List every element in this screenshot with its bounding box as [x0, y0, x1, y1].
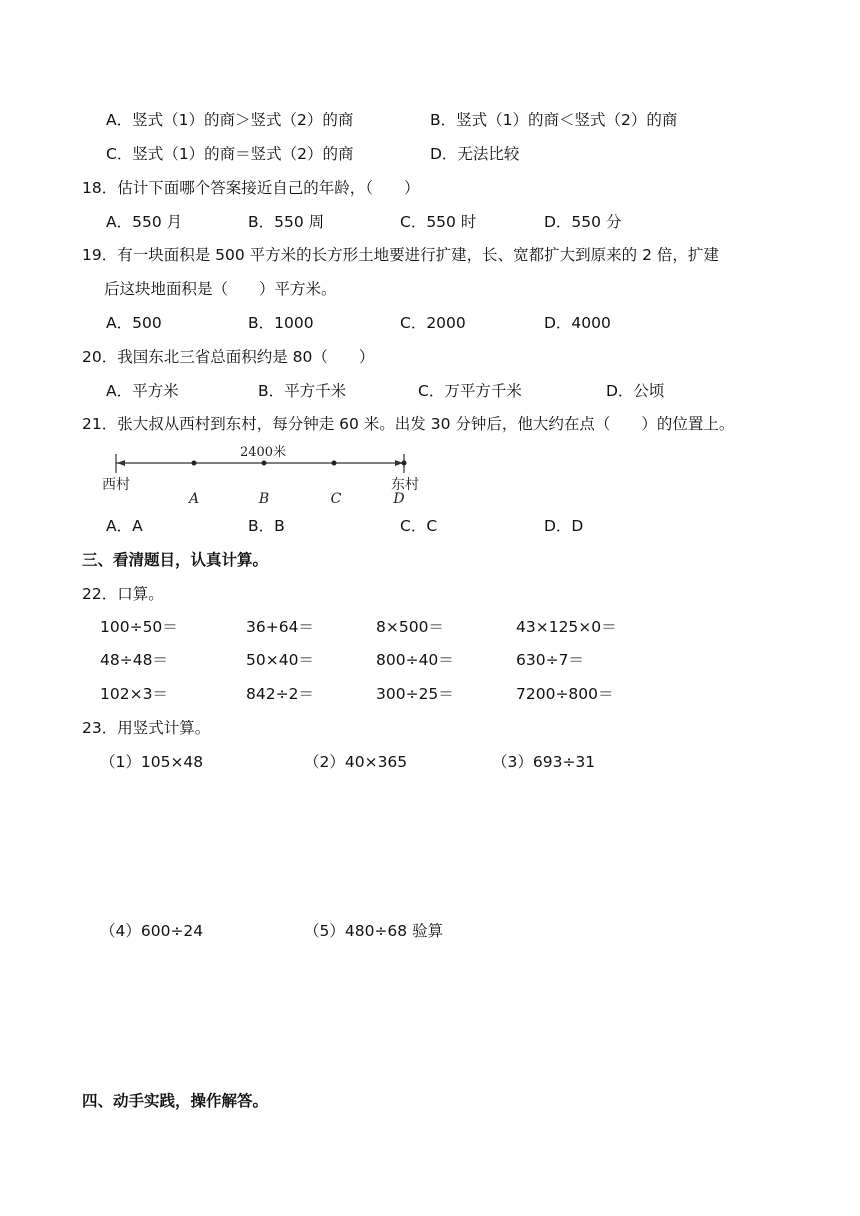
q17-option-b: B．竖式（1）的商＜竖式（2）的商 — [430, 111, 678, 129]
q20-stem: 20．我国东北三省总面积约是 80（ ） — [82, 348, 375, 366]
section4-title: 四、动手实践，操作解答。 — [82, 1092, 269, 1110]
q19-stem-line2: 后这块地面积是（ ）平方米。 — [104, 280, 337, 298]
q21-option-d: D．D — [544, 517, 584, 535]
q22-item: 300÷25＝ — [376, 685, 454, 703]
q21-stem: 21．张大叔从西村到东村，每分钟走 60 米。出发 30 分钟后，他大约在点（ ）的位置上。 — [82, 415, 735, 433]
q17-option-d: D．无法比较 — [430, 145, 520, 163]
q22-item: 842÷2＝ — [246, 685, 314, 703]
q22-item: 8×500＝ — [376, 618, 444, 636]
q22-item: 630÷7＝ — [516, 651, 584, 669]
q18-option-c: C．550 时 — [400, 213, 477, 231]
q19-option-d: D．4000 — [544, 314, 611, 332]
q18-option-d: D．550 分 — [544, 213, 622, 231]
q20-option-c: C．万平方千米 — [418, 382, 522, 400]
q23-item-4: （4）600÷24 — [100, 922, 204, 940]
q18-option-b: B．550 周 — [248, 213, 325, 231]
q21-option-a: A．A — [106, 517, 143, 535]
q22-item: 100÷50＝ — [100, 618, 178, 636]
diagram-point-b-dot — [262, 461, 267, 466]
diagram-west-village-label: 西村 — [102, 477, 130, 493]
q22-item: 48÷48＝ — [100, 651, 168, 669]
q22-item: 7200÷800＝ — [516, 685, 614, 703]
q18-stem: 18．估计下面哪个答案接近自己的年龄，（ ） — [82, 179, 420, 197]
q19-option-c: C．2000 — [400, 314, 466, 332]
diagram-point-a-dot — [192, 461, 197, 466]
diagram-point-d-label: D — [393, 491, 405, 507]
diagram-point-b-label: B — [258, 491, 270, 507]
q22-item: 102×3＝ — [100, 685, 168, 703]
q20-option-b: B．平方千米 — [258, 382, 347, 400]
q22-item: 36+64＝ — [246, 618, 314, 636]
q21-option-c: C．C — [400, 517, 438, 535]
diagram-distance-label: 2400米 — [239, 445, 287, 460]
section3-title: 三、看清题目，认真计算。 — [82, 551, 269, 569]
q22-item: 50×40＝ — [246, 651, 314, 669]
diagram-east-village-label: 东村 — [391, 477, 419, 493]
q17-option-c: C．竖式（1）的商＝竖式（2）的商 — [106, 145, 354, 163]
q23-item-2: （2）40×365 — [304, 753, 408, 771]
q22-stem: 22．口算。 — [82, 585, 164, 603]
q23-item-1: （1）105×48 — [100, 753, 204, 771]
q21-distance-diagram — [98, 440, 438, 510]
q18-option-a: A．550 月 — [106, 213, 183, 231]
q23-item-3: （3）693÷31 — [492, 753, 596, 771]
q19-option-a: A．500 — [106, 314, 162, 332]
q22-item: 43×125×0＝ — [516, 618, 617, 636]
q23-item-5: （5）480÷68 验算 — [304, 922, 444, 940]
diagram-point-c-label: C — [330, 491, 342, 507]
diagram-point-d-dot — [402, 461, 407, 466]
q19-option-b: B．1000 — [248, 314, 314, 332]
q20-option-a: A．平方米 — [106, 382, 179, 400]
q22-item: 800÷40＝ — [376, 651, 454, 669]
diagram-point-a-label: A — [188, 491, 200, 507]
q19-stem-line1: 19．有一块面积是 500 平方米的长方形土地要进行扩建，长、宽都扩大到原来的 2 倍，扩建 — [82, 246, 719, 264]
diagram-point-c-dot — [332, 461, 337, 466]
q21-option-b: B．B — [248, 517, 285, 535]
q20-option-d: D．公顷 — [606, 382, 665, 400]
q23-stem: 23．用竖式计算。 — [82, 719, 211, 737]
q17-option-a: A．竖式（1）的商＞竖式（2）的商 — [106, 111, 354, 129]
